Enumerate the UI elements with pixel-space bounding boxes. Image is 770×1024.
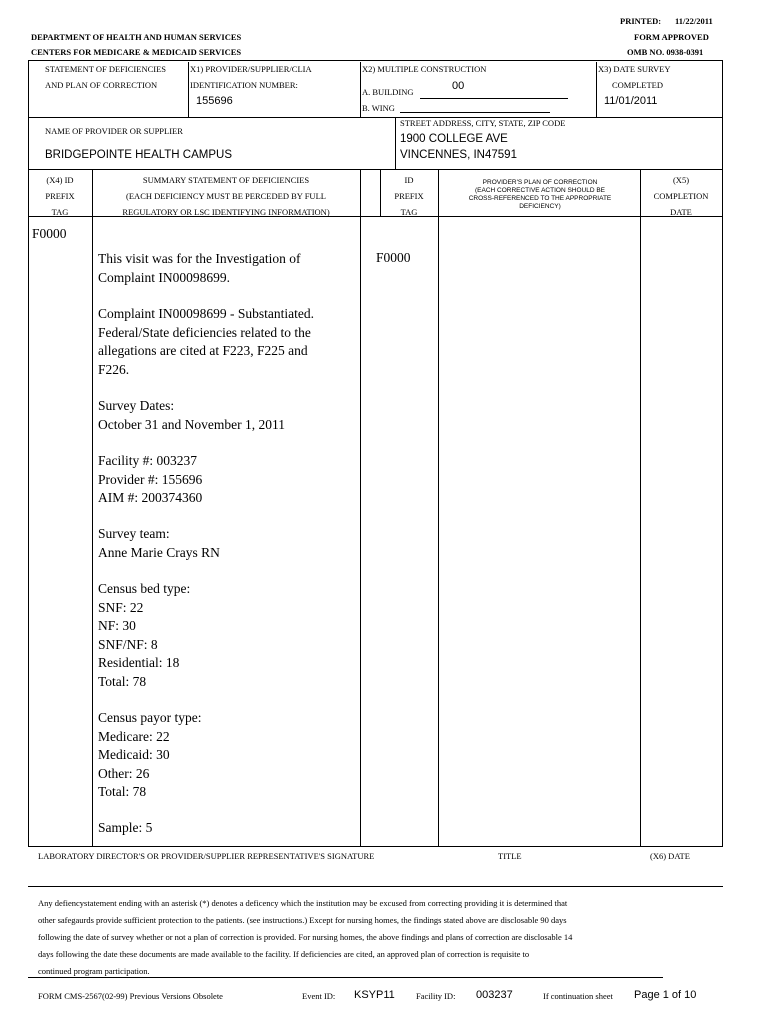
page-number: Page 1 of 10 — [634, 989, 697, 1001]
event-id-value: KSYP11 — [354, 989, 395, 1001]
printed-date: 11/22/2011 — [675, 16, 713, 26]
address-label: STREET ADDRESS, CITY, STATE, ZIP CODE — [400, 118, 566, 128]
disclaimer: Any defiencystatement ending with an asterisk (*) denotes a deficency which the institution may be excused from correcting providing it is determined that other safegaurds provide sufficient protection to the patients. (see instructions.) Except for nursing homes, the findings stated above are disclosable 90 days following the date of survey whether or not a plan of correction is provided. For nursing homes, the above findings and plans of correction are disclosable 14 days following the date these documents are made available to the facility. If deficiencies are cited, an approved plan of correction is requisite to continued program participation. — [38, 898, 573, 976]
statement-label-2: AND PLAN OF CORRECTION — [45, 80, 158, 90]
date-label: (X6) DATE — [650, 851, 690, 861]
event-id-label: Event ID: — [302, 991, 336, 1001]
printed-label: PRINTED: — [620, 16, 662, 26]
form-approved: FORM APPROVED — [634, 32, 709, 42]
paragraph-2: Complaint IN00098699 - Substantiated. Federal/State deficiencies related to the allegations are cited at F223, F225 and F226. — [98, 306, 314, 377]
continuation-label: If continuation sheet — [543, 991, 613, 1001]
facility-id-value: 003237 — [476, 989, 513, 1001]
paragraph-4: Facility #: 003237 Provider #: 155696 AIM #: 200374360 — [98, 453, 203, 505]
provider-id-value: 155696 — [196, 95, 233, 107]
paragraph-7: Census payor type: Medicare: 22 Medicaid: 30 Other: 26 Total: 78 — [98, 710, 202, 799]
provider-name-value: BRIDGEPOINTE HEALTH CAMPUS — [45, 149, 233, 161]
date-survey-label-2: COMPLETED — [612, 80, 663, 90]
facility-id-label: Facility ID: — [416, 991, 456, 1001]
col-id-header: ID PREFIX TAG — [394, 175, 424, 217]
provider-id-label-2: IDENTIFICATION NUMBER: — [190, 80, 298, 90]
signature-label: LABORATORY DIRECTOR'S OR PROVIDER/SUPPLIER REPRESENTATIVE'S SIGNATURE — [38, 851, 375, 861]
building-value: 00 — [452, 80, 465, 92]
address-line-2: VINCENNES, IN47591 — [400, 149, 517, 161]
paragraph-5: Survey team: Anne Marie Crays RN — [98, 526, 220, 560]
statement-label-1: STATEMENT OF DEFICIENCIES — [45, 64, 167, 74]
wing-label: B. WING — [362, 103, 395, 113]
col-summary-header: SUMMARY STATEMENT OF DEFICIENCIES (EACH DEFICIENCY MUST BE PERCEDED BY FULL REGULATORY OR LSC IDENTIFYING INFORMATION) — [122, 175, 330, 217]
omb-number: OMB NO. 0938-0391 — [627, 47, 704, 57]
multiple-construction-label: X2) MULTIPLE CONSTRUCTION — [362, 64, 487, 74]
paragraph-1: This visit was for the Investigation of Complaint IN00098699. — [98, 251, 301, 285]
form-number: FORM CMS-2567(02-99) Previous Versions Obsolete — [38, 991, 223, 1001]
col-x4-header: (X4) ID PREFIX TAG — [45, 175, 75, 217]
paragraph-8: Sample: 5 — [98, 820, 153, 835]
right-tag: F0000 — [376, 250, 411, 265]
date-survey-value: 11/01/2011 — [604, 95, 658, 107]
left-tag: F0000 — [32, 226, 67, 241]
provider-name-label: NAME OF PROVIDER OR SUPPLIER — [45, 126, 183, 136]
department-title: DEPARTMENT OF HEALTH AND HUMAN SERVICES — [31, 32, 242, 42]
paragraph-3: Survey Dates: October 31 and November 1, 2011 — [98, 398, 285, 432]
paragraph-6: Census bed type: SNF: 22 NF: 30 SNF/NF: 8 Residential: 18 Total: 78 — [98, 581, 191, 689]
building-label: A. BUILDING — [362, 87, 414, 97]
date-survey-label-1: X3) DATE SURVEY — [598, 64, 671, 74]
provider-id-label-1: X1) PROVIDER/SUPPLIER/CLIA — [190, 64, 312, 74]
title-label: TITLE — [498, 851, 522, 861]
address-line-1: 1900 COLLEGE AVE — [400, 133, 508, 145]
col-plan-header: PROVIDER'S PLAN OF CORRECTION (EACH CORRECTIVE ACTION SHOULD BE CROSS-REFERENCED TO THE APPROPRIATE DEFICIENCY) — [468, 179, 612, 210]
centers-title: CENTERS FOR MEDICARE & MEDICAID SERVICES — [31, 47, 242, 57]
col-completion-header: (X5) COMPLETION DATE — [653, 175, 709, 217]
